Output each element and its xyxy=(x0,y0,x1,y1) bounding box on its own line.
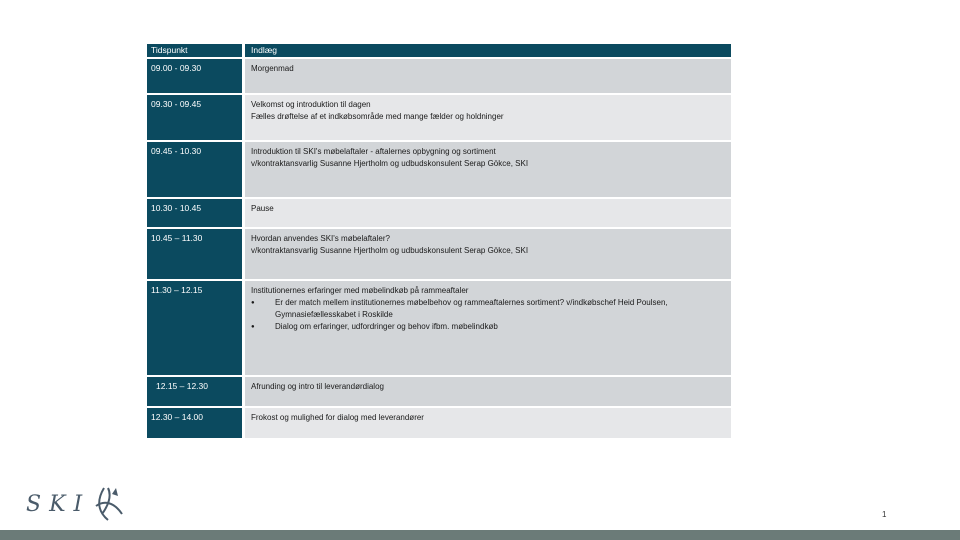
row-desc xyxy=(245,408,731,438)
table-row xyxy=(147,93,731,140)
row-time: 10.30 - 10.45 xyxy=(147,199,242,227)
table-row xyxy=(147,140,731,197)
table-header xyxy=(147,44,731,57)
footer-bar xyxy=(0,530,960,540)
header-time: Tidspunkt xyxy=(147,44,242,57)
ski-logo xyxy=(26,484,126,524)
bullet-item: ● Dialog om erfaringer, udfordringer og behov ifbm. møbelindkøb xyxy=(251,321,731,333)
row-time: 09.30 - 09.45 xyxy=(147,95,242,140)
row-time: 09.45 - 10.30 xyxy=(147,142,242,197)
row-desc xyxy=(245,95,731,140)
row-line: Pause xyxy=(251,204,274,213)
table-row xyxy=(147,279,731,375)
bullet-item: ● Er der match mellem institutionernes møbelbehov og rammeaftalernes sortiment? v/indkøbschef Heid Poulsen, Gymnasiefællesskabet i Roskilde xyxy=(251,297,731,321)
row-line: Frokost og mulighed for dialog med leverandører xyxy=(251,413,424,422)
page-number: 1 xyxy=(882,510,887,519)
row-time: 11.30 – 12.15 xyxy=(147,281,242,375)
row-desc xyxy=(245,229,731,279)
row-line: Afrunding og intro til leverandørdialog xyxy=(251,382,384,391)
table-row xyxy=(147,375,731,406)
table-row xyxy=(147,406,731,438)
bullet-list xyxy=(251,297,731,333)
agenda-table xyxy=(147,44,731,438)
row-line: Institutionernes erfaringer med møbelindkøb på rammeaftaler xyxy=(251,286,469,295)
row-desc xyxy=(245,142,731,197)
row-time: 12.30 – 14.00 xyxy=(147,408,242,438)
row-time: 12.15 – 12.30 xyxy=(147,377,242,406)
row-time: 10.45 – 11.30 xyxy=(147,229,242,279)
row-desc xyxy=(245,377,731,406)
row-desc xyxy=(245,199,731,227)
header-desc: Indlæg xyxy=(245,44,731,57)
row-line: Introduktion til SKI's møbelaftaler - aftalernes opbygning og sortiment xyxy=(251,147,496,156)
row-line: Velkomst og introduktion til dagen xyxy=(251,100,371,109)
row-line: Fælles drøftelse af et indkøbsområde med mange fælder og holdninger xyxy=(251,112,504,121)
row-desc xyxy=(245,281,731,375)
row-line: Morgenmad xyxy=(251,64,294,73)
table-row xyxy=(147,227,731,279)
row-line: v/kontraktansvarlig Susanne Hjertholm og udbudskonsulent Serap Gökce, SKI xyxy=(251,159,529,168)
row-desc xyxy=(245,59,731,93)
table-row xyxy=(147,197,731,227)
ski-logo-icon xyxy=(90,484,126,524)
row-time: 09.00 - 09.30 xyxy=(147,59,242,93)
row-line: Hvordan anvendes SKI's møbelaftaler? xyxy=(251,234,390,243)
table-row xyxy=(147,57,731,93)
logo-text: SKI xyxy=(26,491,91,517)
row-line: v/kontraktansvarlig Susanne Hjertholm og udbudskonsulent Serap Gökce, SKI xyxy=(251,246,529,255)
